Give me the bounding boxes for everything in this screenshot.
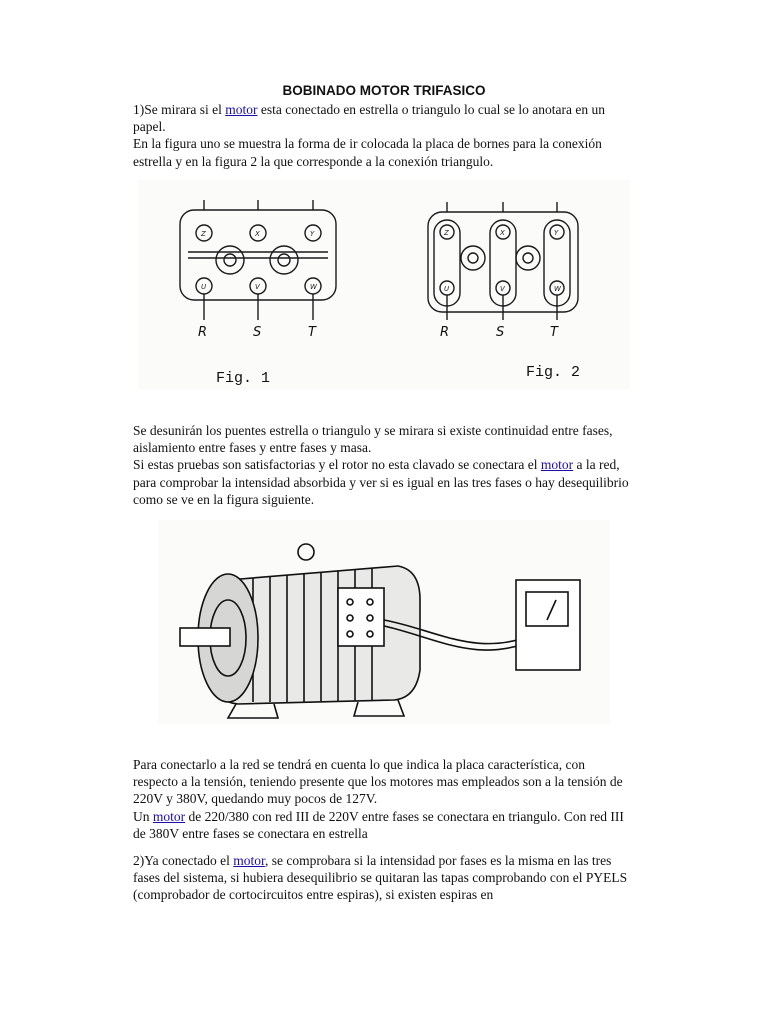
fig1-terminal-y: Y [310,230,315,238]
fig2-line-t: T [550,325,558,340]
motor-link-1[interactable]: motor [225,102,258,117]
paragraph-4: 2)Ya conectado el motor, se comprobara si la intensidad por fases es la misma en las tres fases del sistema, si hubiera desequilibrio se quitaran las tapas comprobando con el PYELS (comprobador de cortocircuitos entre espiras), si existen espiras en [133,853,628,903]
fig1-line-s: S [253,325,262,340]
fig2-caption: Fig. 2 [526,364,581,381]
fig1-terminal-w: W [310,283,317,291]
terminal-box [338,588,384,646]
page-title: BOBINADO MOTOR TRIFASICO [282,83,486,98]
fig2-terminal-x: X [500,229,505,237]
motor-meter-drawing [158,520,610,724]
fig1-line-r: R [198,325,208,340]
paragraph-2: Se desunirán los puentes estrella o triangulo y se mirara si existe continuidad entre fases, aislamiento entre fases y entre fases y masa. Si estas pruebas son satisfactorias y el rotor no esta clavado se conectara el motor a la red, para comprobar la intensidad absorbida y ver si es igual en las tres fases o hay desequilibrio como se ve en la figura siguiente. [133,423,629,507]
fig1-caption: Fig. 1 [216,370,271,387]
lifting-eye [298,544,314,560]
fig1-terminal-z: Z [201,230,206,238]
fig2-terminal-z: Z [444,229,449,237]
paragraph-1: 1)Se mirara si el motor esta conectado en estrella o triangulo lo cual se lo anotara en un papel. En la figura uno se muestra la forma de ir colocada la placa de bornes para la conexión estrella y en la figura 2 la que corresponde a la conexión triangulo. [133,102,605,169]
motor-shaft [180,628,230,646]
motor-meter-figure [158,520,610,724]
motor-link-2[interactable]: motor [540,457,574,473]
terminal-board-figure [138,180,630,390]
fig2-line-s: S [496,325,505,340]
fig2-terminal-y: Y [554,229,559,237]
fig2-terminal-v: V [500,285,505,293]
motor-link-3[interactable]: motor [152,808,186,824]
fig2-terminal-w: W [554,285,561,293]
paragraph-3: Para conectarlo a la red se tendrá en cuenta lo que indica la placa característica, con respecto a la tensión, teniendo presente que los motores mas empleados son a la tensión de 220V y 380V, quedando muy pocos de 127V. Un motor de 220/380 con red III de 220V entre fases se conectara en triangulo. Con red III de 380V entre fases se conectara en estrella [133,757,624,841]
fig2-line-r: R [440,325,450,340]
motor-link-4[interactable]: motor [233,853,265,868]
fig2-terminal-u: U [444,285,450,293]
fig1-terminal-u: U [201,283,207,291]
fig1-line-t: T [308,325,316,340]
terminal-board-drawing [138,180,630,390]
fig1-terminal-v: V [255,283,260,291]
fig1-terminal-x: X [255,230,260,238]
